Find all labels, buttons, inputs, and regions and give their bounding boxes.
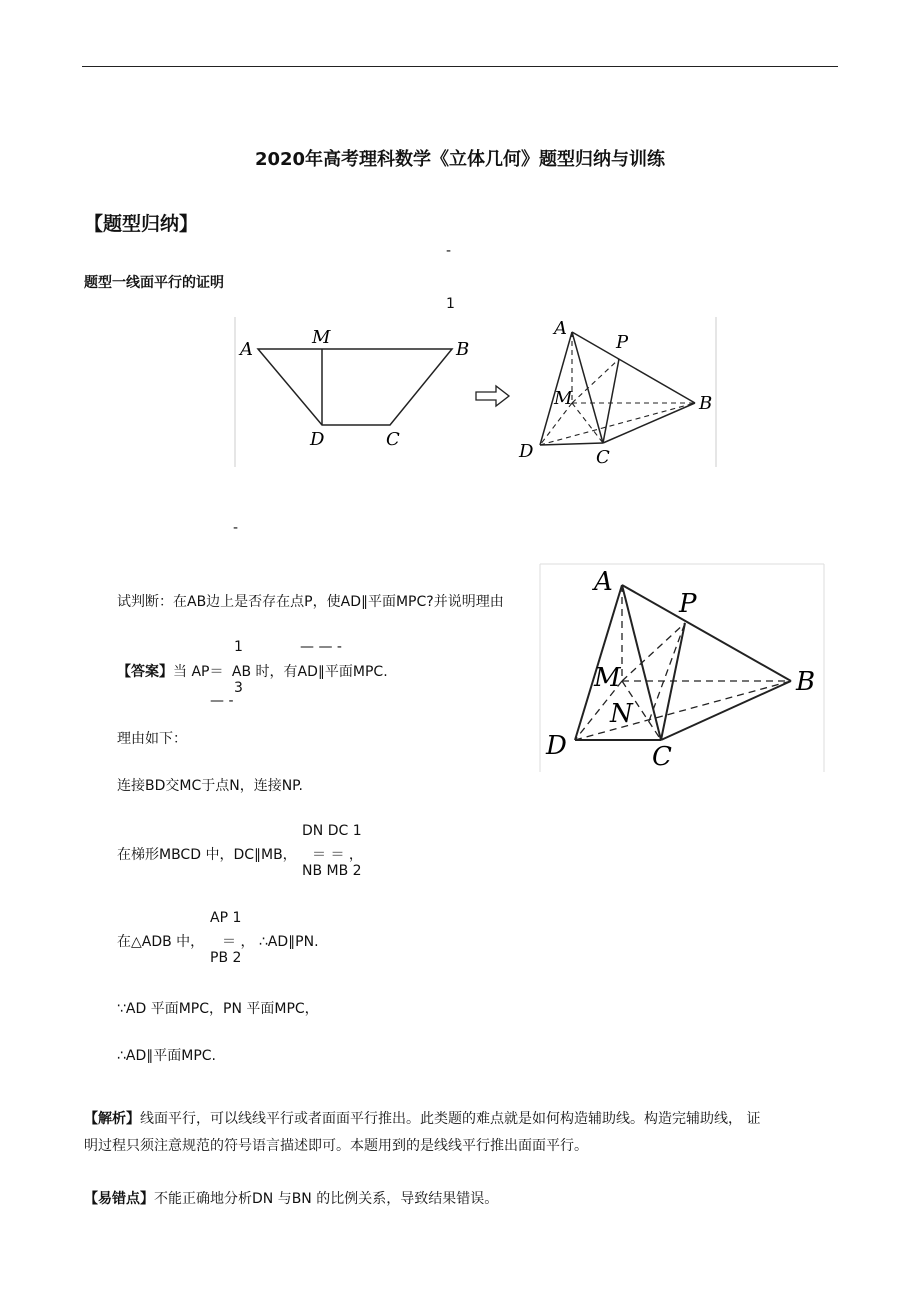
answer-text-b: AB 时，有AD∥平面MPC. xyxy=(231,664,388,680)
top-rule xyxy=(82,66,838,67)
stray-dash: - xyxy=(446,243,452,259)
triangle-ratio-numerators: AP 1 xyxy=(210,910,242,926)
analysis-line-1 xyxy=(84,1108,760,1128)
answer-underbars: — - xyxy=(210,693,234,709)
figure-trapezoid-fold xyxy=(230,312,720,472)
label-m-2d: M xyxy=(312,327,331,348)
answer-overbars: — — - xyxy=(300,639,342,655)
label2-c: C xyxy=(652,742,672,772)
answer-line xyxy=(117,661,388,681)
label-c-3d: C xyxy=(596,447,610,468)
analysis-label: 【解析】 xyxy=(84,1111,140,1127)
stray-dash-2: - xyxy=(233,520,239,536)
pitfall-text: 不能正确地分析DN 与BN 的比例关系，导致结果错误。 xyxy=(154,1191,499,1207)
proof-therefore: ∴AD∥平面MPC. xyxy=(117,1048,217,1064)
label-d-2d: D xyxy=(310,429,325,450)
proof-reason: 理由如下： xyxy=(117,731,187,747)
proof-since: ∵AD 平面MPC，PN 平面MPC， xyxy=(117,1001,319,1017)
edge-ac xyxy=(572,332,603,443)
label2-p: P xyxy=(679,589,697,619)
question-text: 试判断：在AB边上是否存在点P，使AD∥平面MPC?并说明理由 xyxy=(117,594,504,610)
edge2-ab xyxy=(622,585,791,681)
subsection-heading: 题型一线面平行的证明 xyxy=(84,275,224,291)
proof-connect: 连接BD交MC于点N，连接NP. xyxy=(117,778,303,794)
figure-pyramid-detail xyxy=(538,562,826,774)
label-m-3d: M xyxy=(554,388,573,409)
dashed-md xyxy=(540,403,572,445)
trapezoid-ratio-equals: ＝ ＝ ， xyxy=(312,847,363,863)
trapezoid-ratio-text: 在梯形MBCD 中，DC∥MB， xyxy=(117,847,297,863)
trapezoid-ratio-denominators: NB MB 2 xyxy=(302,863,362,879)
answer-fraction-denominator: 3 xyxy=(234,680,243,696)
edge-ab xyxy=(572,332,695,403)
answer-label: 【答案】 xyxy=(117,664,173,680)
label-a-3d: A xyxy=(554,318,567,339)
label-d-3d: D xyxy=(519,441,534,462)
triangle-ratio-equals: ＝ ， ∴AD∥PN. xyxy=(222,934,319,950)
trapezoid-abcd xyxy=(258,349,452,425)
label2-b: B xyxy=(796,667,816,697)
label-b-3d: B xyxy=(699,393,713,414)
page-number: 1 xyxy=(446,296,455,312)
pitfall-label: 【易错点】 xyxy=(84,1191,154,1207)
analysis-text-1: 线面平行，可以线线平行或者面面平行推出。此类题的难点就是如何构造辅助线。构造完辅助线， 证 xyxy=(140,1111,761,1127)
dashed-mc xyxy=(572,403,603,443)
section-heading: 【题型归纳】 xyxy=(84,213,199,235)
analysis-line-2: 明过程只须注意规范的符号语言描述即可。本题用到的是线线平行推出面面平行。 xyxy=(84,1138,588,1154)
fold-arrow-icon xyxy=(476,386,509,406)
edge2-cb xyxy=(661,681,791,740)
label2-a: A xyxy=(594,567,613,597)
page-title: 2020年高考理科数学《立体几何》题型归纳与训练 xyxy=(254,149,666,170)
edge-dc xyxy=(540,443,603,445)
trapezoid-ratio-numerators: DN DC 1 xyxy=(302,823,362,839)
triangle-ratio-denominators: PB 2 xyxy=(210,950,242,966)
triangle-ratio-text: 在△ADB 中， xyxy=(117,934,205,950)
pitfall-line xyxy=(84,1188,498,1208)
label-c-2d: C xyxy=(386,429,400,450)
label2-d: D xyxy=(546,731,567,761)
edge-cb xyxy=(603,403,695,443)
label2-n: N xyxy=(610,699,633,729)
answer-fraction-numerator: 1 xyxy=(234,639,243,655)
label-a-2d: A xyxy=(240,339,253,360)
label-b-2d: B xyxy=(456,339,470,360)
answer-text-a: 当 AP＝ xyxy=(173,664,228,680)
label2-m: M xyxy=(594,663,621,693)
dashed-db xyxy=(540,403,695,445)
label-p-3d: P xyxy=(616,332,629,353)
